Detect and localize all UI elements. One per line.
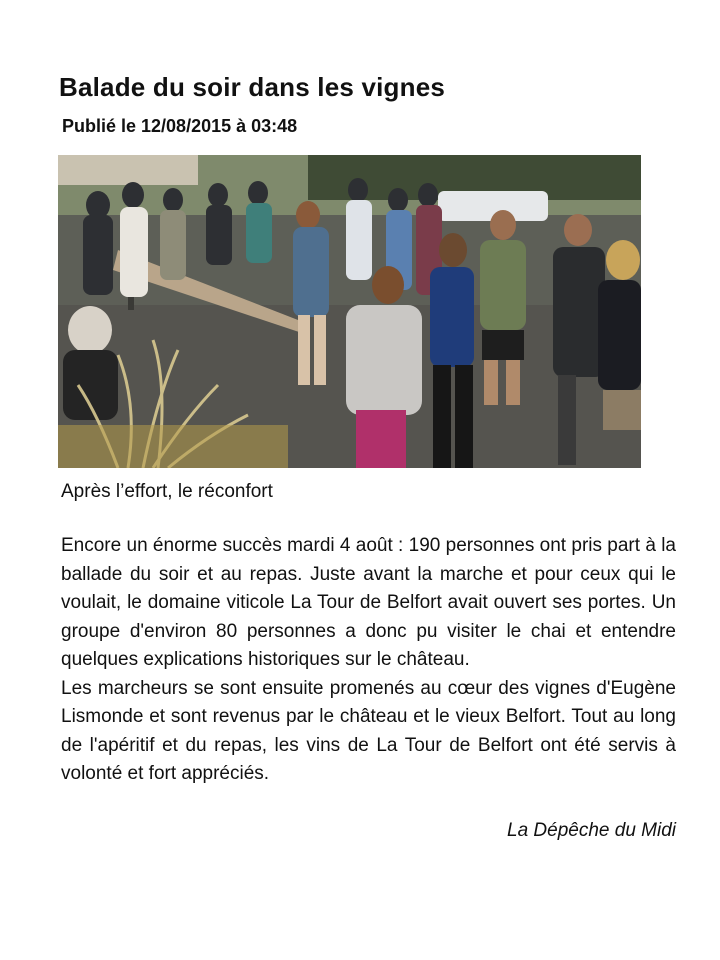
article-body — [61, 532, 676, 789]
article-photo — [58, 155, 641, 468]
article-source: La Dépêche du Midi — [507, 820, 676, 841]
article-paragraph: Encore un énorme succès mardi 4 août : 190 personnes ont pris part à la ballade du soir et au repas. Juste avant la marche et pour ceux qui le voulait, le domaine viticole La Tour de Belfort avait ouvert ses portes. Un groupe d'environ 80 personnes a donc pu visiter le chai et entendre quelques explications historiques sur le château. — [61, 535, 676, 670]
article-title: Balade du soir dans les vignes — [59, 72, 446, 102]
publication-date: Publié le 12/08/2015 à 03:48 — [62, 116, 298, 136]
article-paragraph: Les marcheurs se sont ensuite promenés au cœur des vignes d'Eugène Lismonde et sont revenus par le château et le vieux Belfort. Tout au long de l'apéritif et du repas, les vins de La Tour de Belfort ont été servis à volonté et fort appréciés. — [61, 677, 676, 784]
photo-caption: Après l’effort, le réconfort — [61, 481, 273, 502]
